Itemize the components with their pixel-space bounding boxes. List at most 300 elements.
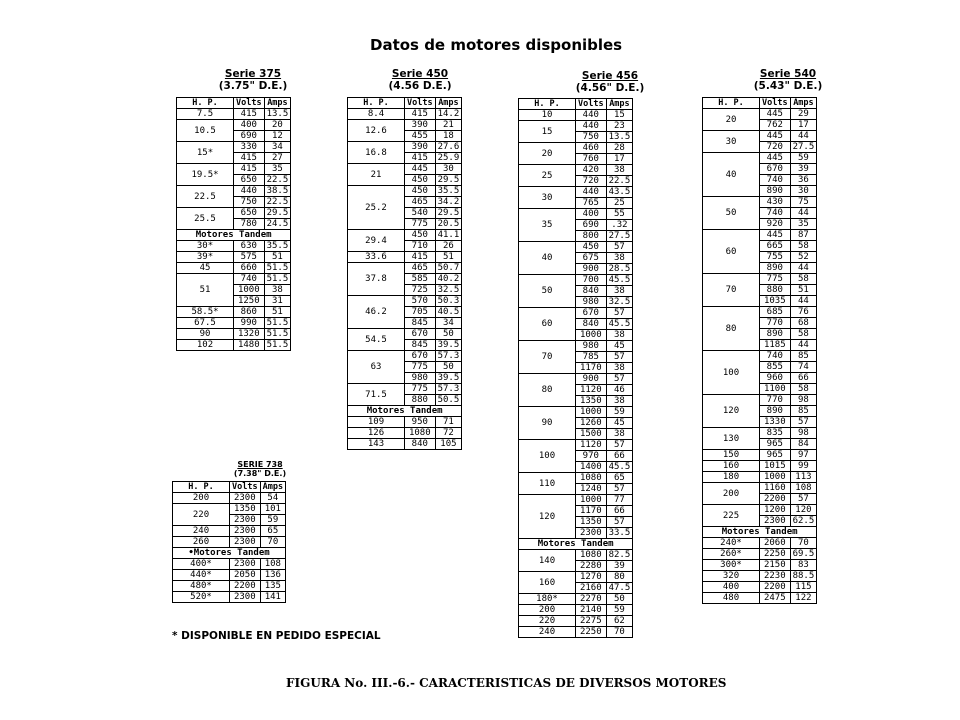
volts-cell: 440 <box>576 121 607 132</box>
special-order-note: * DISPONIBLE EN PEDIDO ESPECIAL <box>172 630 381 642</box>
volts-cell: 740 <box>234 274 265 285</box>
table-row <box>177 263 291 274</box>
volts-cell: 1035 <box>760 296 791 307</box>
volts-cell: 670 <box>405 351 436 362</box>
volts-cell: 775 <box>405 362 436 373</box>
amps-cell: 70 <box>260 537 285 548</box>
amps-cell: 14.2 <box>435 109 462 120</box>
volts-cell: 980 <box>576 341 607 352</box>
amps-cell: 108 <box>790 483 817 494</box>
table-row <box>703 131 817 142</box>
volts-cell: 1120 <box>576 440 607 451</box>
header-volts: Volts <box>760 98 791 109</box>
amps-cell: 40.5 <box>435 307 462 318</box>
hp-cell: 80 <box>703 307 760 351</box>
volts-cell: 445 <box>405 164 436 175</box>
amps-cell: 70 <box>790 538 817 549</box>
hp-cell: 25.2 <box>348 186 405 230</box>
table-row <box>348 109 462 120</box>
amps-cell: 32.5 <box>435 285 462 296</box>
volts-cell: 1185 <box>760 340 791 351</box>
volts-cell: 890 <box>760 186 791 197</box>
amps-cell: 51.5 <box>264 274 291 285</box>
table-row <box>703 197 817 208</box>
amps-cell: 57 <box>606 440 633 451</box>
amps-cell: 36 <box>790 175 817 186</box>
table-row <box>703 109 817 120</box>
amps-cell: 35.5 <box>264 241 291 252</box>
volts-cell: 980 <box>576 297 607 308</box>
amps-cell: 20.5 <box>435 219 462 230</box>
table-row <box>348 230 462 241</box>
amps-cell: 27.5 <box>790 142 817 153</box>
tandem-label: •Motores Tandem <box>173 548 286 559</box>
amps-cell: 32.5 <box>606 297 633 308</box>
amps-cell: 18 <box>435 131 462 142</box>
header-row <box>703 98 817 109</box>
hp-cell: 33.6 <box>348 252 405 263</box>
table-row <box>703 472 817 483</box>
hp-cell: 19.5* <box>177 164 234 186</box>
hp-cell: 46.2 <box>348 296 405 329</box>
amps-cell: 87 <box>790 230 817 241</box>
hp-cell: 67.5 <box>177 318 234 329</box>
volts-cell: 2275 <box>576 616 607 627</box>
amps-cell: 51.5 <box>264 340 291 351</box>
hp-cell: 51 <box>177 274 234 307</box>
volts-cell: 2250 <box>760 549 791 560</box>
table-row <box>703 538 817 549</box>
volts-cell: 2475 <box>760 593 791 604</box>
amps-cell: 38 <box>606 429 633 440</box>
amps-cell: 45.5 <box>606 319 633 330</box>
amps-cell: 27 <box>264 153 291 164</box>
volts-cell: 420 <box>576 165 607 176</box>
amps-cell: 29.5 <box>435 208 462 219</box>
volts-cell: 1100 <box>760 384 791 395</box>
hp-cell: 20 <box>703 109 760 131</box>
volts-cell: 2300 <box>230 526 261 537</box>
volts-cell: 1500 <box>576 429 607 440</box>
amps-cell: 45 <box>606 341 633 352</box>
volts-cell: 415 <box>405 153 436 164</box>
tandem-row <box>173 548 286 559</box>
table-row <box>703 428 817 439</box>
amps-cell: 39.5 <box>435 373 462 384</box>
volts-cell: 2250 <box>576 627 607 638</box>
table-row <box>703 593 817 604</box>
amps-cell: 46 <box>606 385 633 396</box>
table-row <box>348 296 462 307</box>
amps-cell: 135 <box>260 581 285 592</box>
hp-cell: 110 <box>519 473 576 495</box>
volts-cell: 415 <box>234 153 265 164</box>
table-row <box>348 351 462 362</box>
amps-cell: 80 <box>606 572 633 583</box>
table-row <box>703 450 817 461</box>
header-amps: Amps <box>260 482 285 493</box>
volts-cell: 785 <box>576 352 607 363</box>
amps-cell: 29 <box>790 109 817 120</box>
amps-cell: 85 <box>790 351 817 362</box>
amps-cell: 28 <box>606 143 633 154</box>
hp-cell: 50 <box>519 275 576 308</box>
table-row <box>703 307 817 318</box>
hp-cell: 180* <box>519 594 576 605</box>
volts-cell: 1080 <box>576 550 607 561</box>
table-row <box>173 526 286 537</box>
amps-cell: 120 <box>790 505 817 516</box>
volts-cell: 1400 <box>576 462 607 473</box>
volts-cell: 445 <box>760 131 791 142</box>
table-row <box>703 560 817 571</box>
hp-cell: 10.5 <box>177 120 234 142</box>
table-row <box>703 230 817 241</box>
amps-cell: 44 <box>790 263 817 274</box>
table-row <box>348 142 462 153</box>
volts-cell: 390 <box>405 142 436 153</box>
volts-cell: 450 <box>405 186 436 197</box>
volts-cell: 840 <box>405 439 436 450</box>
volts-cell: 585 <box>405 274 436 285</box>
volts-cell: 1350 <box>576 396 607 407</box>
amps-cell: 51.5 <box>264 329 291 340</box>
hp-cell: 25.5 <box>177 208 234 230</box>
hp-cell: 180 <box>703 472 760 483</box>
amps-cell: 51.5 <box>264 263 291 274</box>
hp-cell: 70 <box>703 274 760 307</box>
volts-cell: 700 <box>576 275 607 286</box>
amps-cell: 85 <box>790 406 817 417</box>
amps-cell: 62 <box>606 616 633 627</box>
hp-cell: 130 <box>703 428 760 450</box>
table-row <box>348 120 462 131</box>
volts-cell: 720 <box>576 176 607 187</box>
header-row <box>348 98 462 109</box>
volts-cell: 650 <box>234 175 265 186</box>
volts-cell: 2300 <box>230 592 261 603</box>
amps-cell: 101 <box>260 504 285 515</box>
volts-cell: 650 <box>234 208 265 219</box>
volts-cell: 1480 <box>234 340 265 351</box>
table-row <box>177 307 291 318</box>
series-name: SERIE 738 <box>237 460 283 469</box>
table-row <box>348 428 462 439</box>
volts-cell: 740 <box>760 208 791 219</box>
amps-cell: 58 <box>790 274 817 285</box>
volts-cell: 765 <box>576 198 607 209</box>
amps-cell: 122 <box>790 593 817 604</box>
volts-cell: 670 <box>576 308 607 319</box>
volts-cell: 750 <box>234 197 265 208</box>
amps-cell: 31 <box>264 296 291 307</box>
amps-cell: 35 <box>264 164 291 175</box>
volts-cell: 950 <box>405 417 436 428</box>
volts-cell: 2160 <box>576 583 607 594</box>
series-450-header <box>355 68 485 92</box>
volts-cell: 445 <box>760 153 791 164</box>
hp-cell: 58.5* <box>177 307 234 318</box>
table-row <box>173 504 286 515</box>
amps-cell: 84 <box>790 439 817 450</box>
hp-cell: 150 <box>703 450 760 461</box>
amps-cell: 17 <box>790 120 817 131</box>
series-456-header <box>540 70 680 94</box>
amps-cell: 15 <box>606 110 633 121</box>
table-row <box>177 120 291 131</box>
amps-cell: 45.5 <box>606 275 633 286</box>
header-hp: H. P. <box>173 482 230 493</box>
amps-cell: 98 <box>790 395 817 406</box>
volts-cell: 440 <box>576 110 607 121</box>
hp-cell: 240 <box>519 627 576 638</box>
amps-cell: 105 <box>435 439 462 450</box>
volts-cell: 880 <box>405 395 436 406</box>
hp-cell: 7.5 <box>177 109 234 120</box>
volts-cell: 1015 <box>760 461 791 472</box>
table-row <box>519 165 633 176</box>
table-row <box>519 495 633 506</box>
volts-cell: 1000 <box>576 495 607 506</box>
figure-caption: FIGURA No. III.-6.- CARACTERISTICAS DE DIVERSOS MOTORES <box>286 676 727 690</box>
volts-cell: 455 <box>405 131 436 142</box>
table-row <box>177 164 291 175</box>
volts-cell: 860 <box>234 307 265 318</box>
amps-cell: 115 <box>790 582 817 593</box>
amps-cell: 66 <box>606 451 633 462</box>
table-row <box>703 274 817 285</box>
volts-cell: 1330 <box>760 417 791 428</box>
table-row <box>519 605 633 616</box>
amps-cell: 39 <box>606 561 633 572</box>
amps-cell: 22.5 <box>264 197 291 208</box>
volts-cell: 780 <box>234 219 265 230</box>
hp-cell: 260 <box>173 537 230 548</box>
volts-cell: 1080 <box>576 473 607 484</box>
amps-cell: 25.9 <box>435 153 462 164</box>
table-row <box>177 340 291 351</box>
volts-cell: 400 <box>234 120 265 131</box>
hp-cell: 220 <box>519 616 576 627</box>
hp-cell: 480 <box>703 593 760 604</box>
header-row <box>177 98 291 109</box>
table-row <box>519 572 633 583</box>
amps-cell: 39 <box>790 164 817 175</box>
series-name: Serie 456 <box>581 70 639 82</box>
volts-cell: 415 <box>234 109 265 120</box>
volts-cell: 2300 <box>230 493 261 504</box>
volts-cell: 725 <box>405 285 436 296</box>
volts-cell: 1160 <box>760 483 791 494</box>
table-row <box>703 549 817 560</box>
volts-cell: 630 <box>234 241 265 252</box>
table-row <box>519 110 633 121</box>
volts-cell: 2060 <box>760 538 791 549</box>
volts-cell: 1080 <box>405 428 436 439</box>
amps-cell: 24.5 <box>264 219 291 230</box>
volts-cell: 440 <box>576 187 607 198</box>
volts-cell: 845 <box>405 318 436 329</box>
volts-cell: 1260 <box>576 418 607 429</box>
volts-cell: 980 <box>405 373 436 384</box>
hp-cell: 225 <box>703 505 760 527</box>
amps-cell: 97 <box>790 450 817 461</box>
hp-cell: 400* <box>173 559 230 570</box>
volts-cell: 440 <box>234 186 265 197</box>
amps-cell: 54 <box>260 493 285 504</box>
volts-cell: 2230 <box>760 571 791 582</box>
volts-cell: 960 <box>760 373 791 384</box>
table-row <box>519 616 633 627</box>
amps-cell: 41.1 <box>435 230 462 241</box>
hp-cell: 80 <box>519 374 576 407</box>
amps-cell: 21 <box>435 120 462 131</box>
volts-cell: 1250 <box>234 296 265 307</box>
volts-cell: 575 <box>234 252 265 263</box>
volts-cell: 2140 <box>576 605 607 616</box>
volts-cell: 890 <box>760 263 791 274</box>
tandem-row <box>703 527 817 538</box>
table-row <box>348 186 462 197</box>
table-series-375 <box>176 97 291 351</box>
amps-cell: 51 <box>264 252 291 263</box>
series-diameter: (3.75" D.E.) <box>218 80 288 92</box>
amps-cell: 57 <box>606 352 633 363</box>
hp-cell: 120 <box>703 395 760 428</box>
volts-cell: 970 <box>576 451 607 462</box>
amps-cell: 70 <box>606 627 633 638</box>
table-row <box>348 439 462 450</box>
amps-cell: .32 <box>606 220 633 231</box>
header-hp: H. P. <box>348 98 405 109</box>
volts-cell: 750 <box>576 132 607 143</box>
volts-cell: 450 <box>405 230 436 241</box>
tandem-label: Motores Tandem <box>348 406 462 417</box>
hp-cell: 39* <box>177 252 234 263</box>
volts-cell: 450 <box>405 175 436 186</box>
volts-cell: 690 <box>576 220 607 231</box>
amps-cell: 50.3 <box>435 296 462 307</box>
volts-cell: 740 <box>760 175 791 186</box>
amps-cell: 22.5 <box>264 175 291 186</box>
table-row <box>177 318 291 329</box>
amps-cell: 28.5 <box>606 264 633 275</box>
hp-cell: 220 <box>173 504 230 526</box>
amps-cell: 50 <box>435 362 462 373</box>
amps-cell: 34 <box>264 142 291 153</box>
amps-cell: 65 <box>606 473 633 484</box>
table-row <box>519 550 633 561</box>
hp-cell: 60 <box>703 230 760 274</box>
volts-cell: 2300 <box>760 516 791 527</box>
amps-cell: 57 <box>606 517 633 528</box>
volts-cell: 775 <box>760 274 791 285</box>
series-diameter: (4.56" D.E.) <box>575 82 645 94</box>
volts-cell: 2300 <box>230 559 261 570</box>
table-row <box>348 417 462 428</box>
volts-cell: 1200 <box>760 505 791 516</box>
hp-cell: 29.4 <box>348 230 405 252</box>
table-row <box>519 627 633 638</box>
amps-cell: 113 <box>790 472 817 483</box>
tandem-label: Motores Tandem <box>177 230 291 241</box>
hp-cell: 200 <box>519 605 576 616</box>
amps-cell: 108 <box>260 559 285 570</box>
volts-cell: 775 <box>405 384 436 395</box>
series-375-header <box>178 68 328 92</box>
volts-cell: 965 <box>760 439 791 450</box>
volts-cell: 2150 <box>760 560 791 571</box>
amps-cell: 50 <box>606 594 633 605</box>
hp-cell: 240* <box>703 538 760 549</box>
volts-cell: 400 <box>576 209 607 220</box>
amps-cell: 13.5 <box>264 109 291 120</box>
hp-cell: 60 <box>519 308 576 341</box>
amps-cell: 52 <box>790 252 817 263</box>
hp-cell: 300* <box>703 560 760 571</box>
header-amps: Amps <box>606 99 633 110</box>
volts-cell: 660 <box>234 263 265 274</box>
table-row <box>519 440 633 451</box>
volts-cell: 2050 <box>230 570 261 581</box>
amps-cell: 98 <box>790 428 817 439</box>
volts-cell: 415 <box>234 164 265 175</box>
volts-cell: 840 <box>576 319 607 330</box>
amps-cell: 44 <box>790 131 817 142</box>
hp-cell: 120 <box>519 495 576 539</box>
volts-cell: 2300 <box>230 515 261 526</box>
amps-cell: 38 <box>264 285 291 296</box>
hp-cell: 15* <box>177 142 234 164</box>
amps-cell: 58 <box>790 384 817 395</box>
hp-cell: 260* <box>703 549 760 560</box>
hp-cell: 50 <box>703 197 760 230</box>
volts-cell: 460 <box>576 143 607 154</box>
amps-cell: 57 <box>606 242 633 253</box>
tandem-label: Motores Tandem <box>519 539 633 550</box>
amps-cell: 51 <box>790 285 817 296</box>
table-row <box>177 142 291 153</box>
table-row <box>519 209 633 220</box>
amps-cell: 51 <box>435 252 462 263</box>
hp-cell: 54.5 <box>348 329 405 351</box>
table-row <box>173 592 286 603</box>
hp-cell: 15 <box>519 121 576 143</box>
table-row <box>348 384 462 395</box>
amps-cell: 50.5 <box>435 395 462 406</box>
table-series-450 <box>347 97 462 450</box>
table-row <box>177 208 291 219</box>
volts-cell: 465 <box>405 197 436 208</box>
volts-cell: 900 <box>576 264 607 275</box>
hp-cell: 140 <box>519 550 576 572</box>
amps-cell: 26 <box>435 241 462 252</box>
amps-cell: 51.5 <box>264 318 291 329</box>
volts-cell: 1000 <box>234 285 265 296</box>
table-series-456 <box>518 98 633 638</box>
hp-cell: 100 <box>703 351 760 395</box>
volts-cell: 990 <box>234 318 265 329</box>
volts-cell: 1120 <box>576 385 607 396</box>
volts-cell: 540 <box>405 208 436 219</box>
amps-cell: 50.7 <box>435 263 462 274</box>
amps-cell: 12 <box>264 131 291 142</box>
amps-cell: 57 <box>606 308 633 319</box>
table-row <box>519 121 633 132</box>
table-row <box>703 483 817 494</box>
volts-cell: 840 <box>576 286 607 297</box>
amps-cell: 74 <box>790 362 817 373</box>
